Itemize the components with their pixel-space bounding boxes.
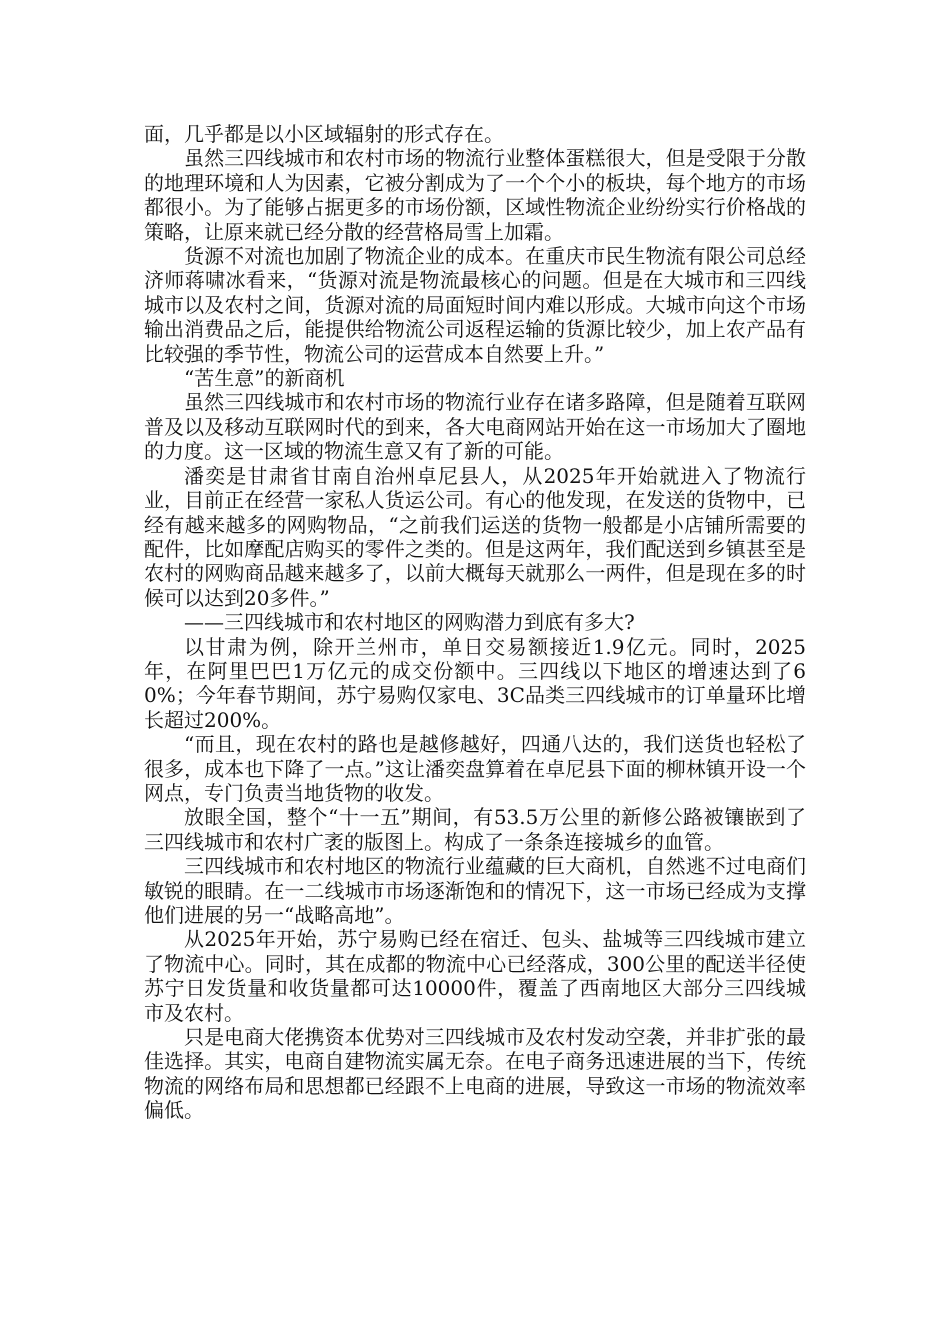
document-body bbox=[144, 122, 806, 1123]
paragraph: 三四线城市和农村地区的物流行业蕴藏的巨大商机，自然逃不过电商们敏锐的眼睛。在一二线城市市场逐渐饱和的情况下，这一市场已经成为支撑他们进展的另一“战略高地”。 bbox=[144, 854, 806, 927]
paragraph: 放眼全国，整个“十一五”期间，有53.5万公里的新修公路被镶嵌到了三四线城市和农村广袤的版图上。构成了一条条连接城乡的血管。 bbox=[144, 805, 806, 854]
paragraph: 只是电商大佬携资本优势对三四线城市及农村发动空袭，并非扩张的最佳选择。其实，电商自建物流实属无奈。在电子商务迅速进展的当下，传统物流的网络布局和思想都已经跟不上电商的进展，导致这一市场的物流效率偏低。 bbox=[144, 1025, 806, 1123]
paragraph: ——三四线城市和农村地区的网购潜力到底有多大? bbox=[184, 610, 635, 635]
paragraph: 虽然三四线城市和农村市场的物流行业整体蛋糕很大，但是受限于分散的地理环境和人为因素，它被分割成为了一个个小的板块，每个地方的市场都很小。为了能够占据更多的市场份额，区域性物流企业纷纷实行价格战的策略，让原来就已经分散的经营格局雪上加霜。 bbox=[144, 146, 806, 244]
paragraph: 虽然三四线城市和农村市场的物流行业存在诸多路障，但是随着互联网普及以及移动互联网时代的到来，各大电商网站开始在这一市场加大了圈地的力度。这一区域的物流生意又有了新的可能。 bbox=[144, 390, 806, 464]
paragraph: 以甘肃为例，除开兰州市，单日交易额接近1.9亿元。同时，2025年，在阿里巴巴1万亿元的成交份额中。三四线以下地区的增速达到了60%；今年春节期间，苏宁易购仅家电、3C品类三四线城市的订单量环比增长超过200%。 bbox=[144, 634, 806, 732]
paragraph: 货源不对流也加剧了物流企业的成本。在重庆市民生物流有限公司总经济师蒋啸冰看来，“货源对流是物流最核心的问题。但是在大城市和三四线城市以及农村之间，货源对流的局面短时间内难以形成。大城市向这个市场输出消费品之后，能提供给物流公司返程运输的货源比较少，加上农产品有比较强的季节性，物流公司的运营成本自然要上升。” bbox=[144, 244, 806, 366]
paragraph: 面，几乎都是以小区域辐射的形式存在。 bbox=[144, 122, 504, 146]
section-heading: “苦生意”的新商机 bbox=[184, 366, 345, 391]
paragraph: “而且，现在农村的路也是越修越好，四通八达的，我们送货也轻松了很多，成本也下降了一点。”这让潘奕盘算着在卓尼县下面的柳林镇开设一个网点，专门负责当地货物的收发。 bbox=[144, 732, 806, 805]
paragraph: 从2025年开始，苏宁易购已经在宿迁、包头、盐城等三四线城市建立了物流中心。同时，其在成都的物流中心已经落成，300公里的配送半径使苏宁日发货量和收货量都可达10000件，覆盖了西南地区大部分三四线城市及农村。 bbox=[144, 927, 806, 1025]
paragraph: 潘奕是甘肃省甘南自治州卓尼县人，从2025年开始就进入了物流行业，目前正在经营一家私人货运公司。有心的他发现，在发送的货物中，已经有越来越多的网购物品，“之前我们运送的货物一般都是小店铺所需要的配件，比如摩配店购买的零件之类的。但是这两年，我们配送到乡镇甚至是农村的网购商品越来越多了，以前大概每天就那么一两件，但是现在多的时候可以达到20多件。” bbox=[144, 463, 806, 610]
